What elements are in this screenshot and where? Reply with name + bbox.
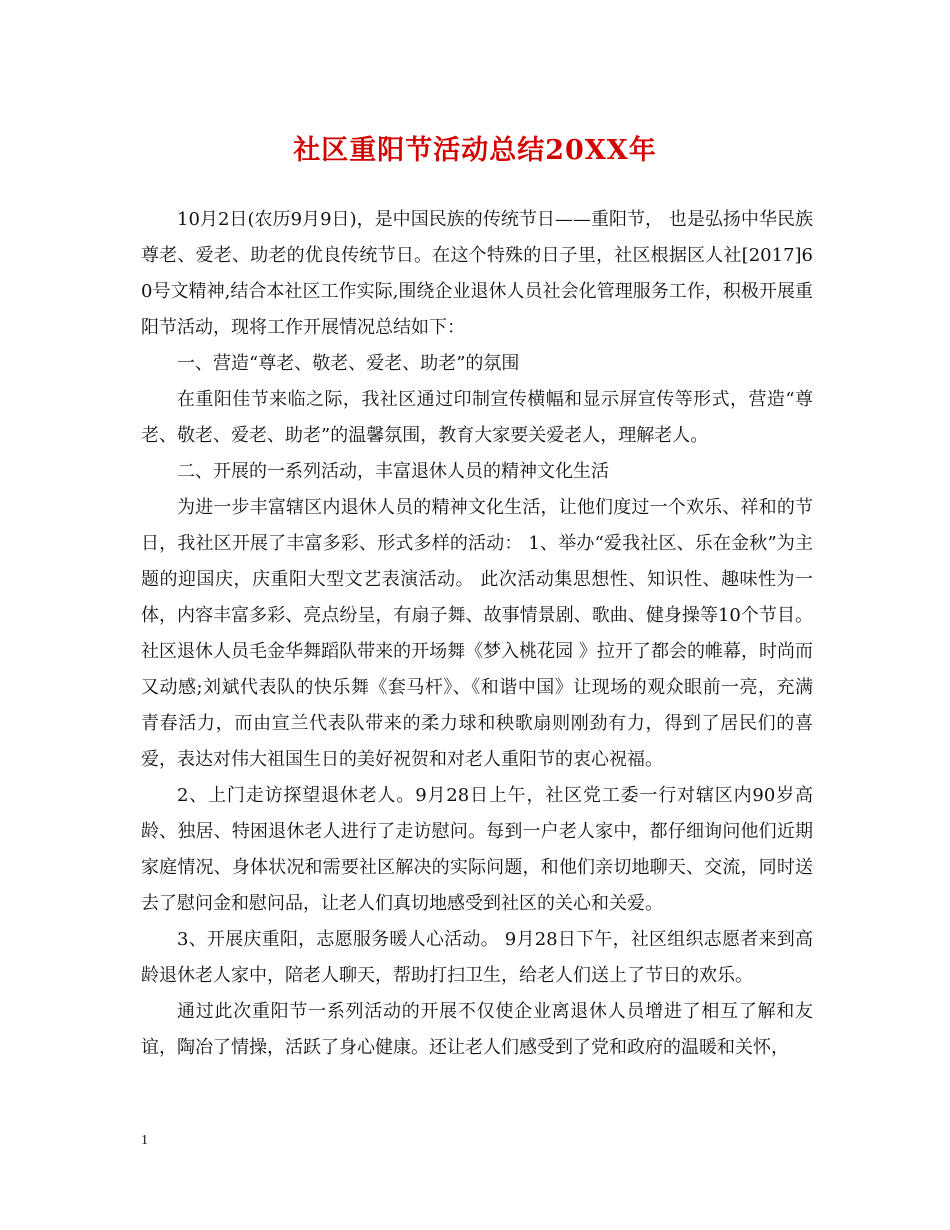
document-body: [141, 202, 813, 1066]
paragraph-intro: 10月2日(农历9月9日)，是中国民族的传统节日——重阳节， 也是弘扬中华民族尊老、爱老、助老的优良传统节日。在这个特殊的日子里，社区根据区人社[2017]60号文精神,结合本社区工作实际,围绕企业退休人员社会化管理服务工作，积极开展重阳节活动，现将工作开展情况总结如下：: [141, 209, 813, 338]
paragraph-activity-3: 3、开展庆重阳，志愿服务暖人心活动。 9月28日下午，社区组织志愿者来到高龄退休老人家中，陪老人聊天，帮助打扫卫生，给老人们送上了节日的欢乐。: [141, 929, 813, 986]
paragraph-activity-1: 为进一步丰富辖区内退休人员的精神文化生活，让他们度过一个欢乐、祥和的节日，我社区开展了丰富多彩、形式多样的活动： 1、举办“爱我社区、乐在金秋”为主题的迎国庆，庆重阳大型文艺表演活动。 此次活动集思想性、知识性、趣味性为一体，内容丰富多彩、亮点纷呈，有扇子舞、故事情景剧、歌曲、健身操等10个节目。社区退休人员毛金华舞蹈队带来的开场舞《梦入桃花园 》拉开了都会的帷幕，时尚而又动感;刘斌代表队的快乐舞《套马杆》、《和谐中国》让现场的观众眼前一亮，充满青春活力，而由宣兰代表队带来的柔力球和秧歌扇则刚劲有力，得到了居民们的喜爱，表达对伟大祖国生日的美好祝贺和对老人重阳节的衷心祝福。: [141, 497, 813, 770]
paragraph-activity-2: 2、上门走访探望退休老人。9月28日上午，社区党工委一行对辖区内90岁高龄、独居、特困退休老人进行了走访慰问。每到一户老人家中，都仔细询问他们近期家庭情况、身体状况和需要社区解决的实际问题，和他们亲切地聊天、交流，同时送去了慰问金和慰问品，让老人们真切地感受到社区的关心和关爱。: [141, 785, 813, 914]
paragraph-conclusion: 通过此次重阳节一系列活动的开展不仅使企业离退休人员增进了相互了解和友谊，陶冶了情操，活跃了身心健康。还让老人们感受到了党和政府的温暖和关怀，: [141, 1001, 813, 1058]
section-heading-2: 二、开展的一系列活动，丰富退休人员的精神文化生活: [177, 461, 609, 482]
section-heading-1: 一、营造“尊老、敬老、爱老、助老”的氛围: [177, 353, 520, 374]
paragraph-section-1: 在重阳佳节来临之际，我社区通过印制宣传横幅和显示屏宣传等形式，营造“尊老、敬老、爱老、助老”的温馨氛围，教育大家要关爱老人，理解老人。: [141, 389, 813, 446]
page-number: 1: [141, 1133, 148, 1148]
document-title: 社区重阳节活动总结20XX年: [293, 135, 657, 166]
